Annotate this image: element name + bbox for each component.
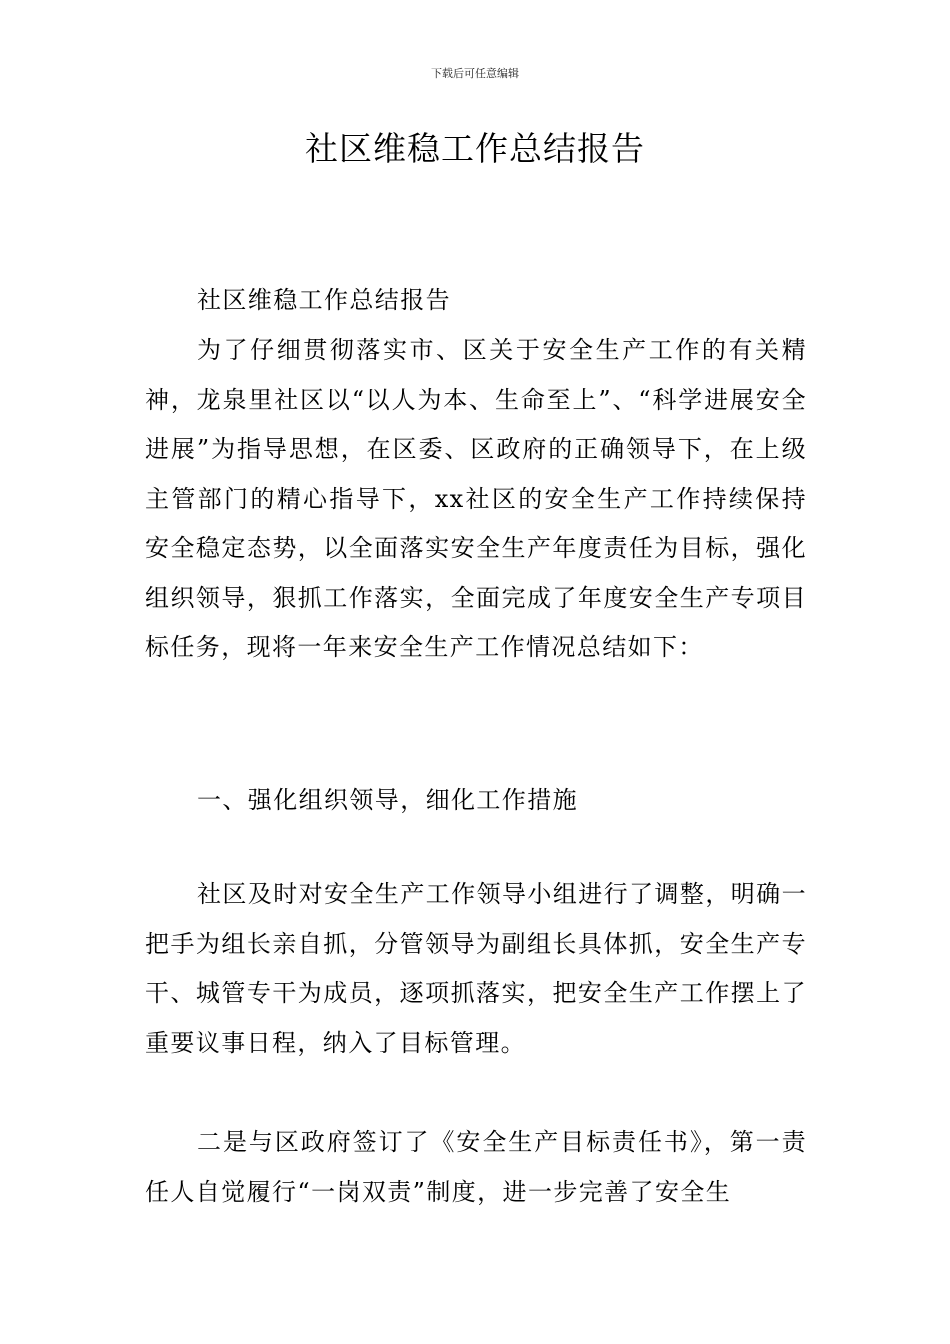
header-note: 下载后可任意编辑 [431, 67, 519, 80]
document-title: 社区维稳工作总结报告 [305, 129, 645, 168]
paragraph-intro: 为了仔细贯彻落实市、区关于安全生产工作的有关精神，龙泉里社区以“以人为本、生命至上”、“科学进展安全进展”为指导思想，在区委、区政府的正确领导下，在上级主管部门的精心指导下，xx社区的安全生产工作持续保持安全稳定态势，以全面落实安全生产年度责任为目标，强化组织领导，狠抓工作落实，全面完成了年度安全生产专项目标任务，现将一年来安全生产工作情况总结如下： [145, 336, 807, 661]
paragraph-section-1-body: 社区及时对安全生产工作领导小组进行了调整，明确一把手为组长亲自抓，分管领导为副组长具体抓，安全生产专干、城管专干为成员，逐项抓落实，把安全生产工作摆上了重要议事日程，纳入了目标管理。 [145, 880, 807, 1057]
paragraph-subtitle: 社区维稳工作总结报告 [197, 286, 451, 314]
section-heading-1: 一、强化组织领导，细化工作措施 [197, 786, 578, 814]
paragraph-section-2: 二是与区政府签订了《安全生产目标责任书》，第一责任人自觉履行“一岗双责”制度，进一步完善了安全生 [145, 1128, 807, 1206]
